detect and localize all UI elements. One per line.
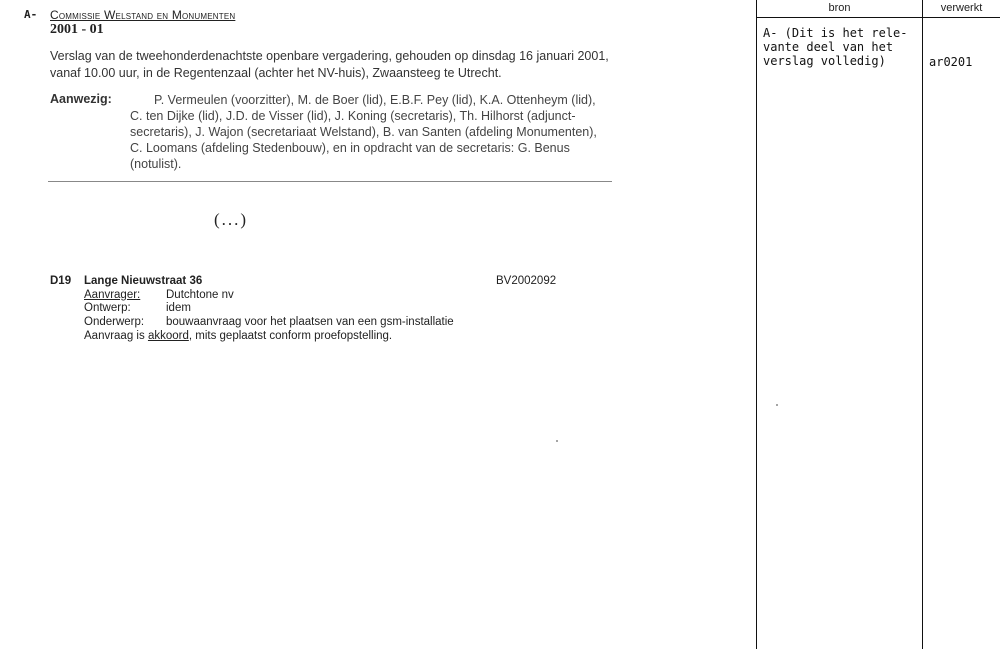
design-value: idem [166, 302, 191, 314]
item-reference: BV2002092 [496, 275, 557, 287]
item-code: D19 [50, 275, 72, 287]
design-label: Ontwerp: [84, 302, 131, 314]
scan-speck [556, 440, 558, 442]
intro-paragraph: Verslag van de tweehonderdenachtste openbare vergadering, gehouden op dinsdag 16 januari 2001, vanaf 10.00 uur, in de Regentenzaal (achter het NV-huis), Zwaansteeg te Utrecht. [50, 49, 609, 80]
omission-ellipsis: (...) [214, 210, 249, 229]
applicant-label: Aanvrager: [84, 289, 141, 301]
bron-note-line-2: vante deel van het [763, 40, 894, 54]
sidebar-speck [776, 404, 778, 406]
applicant-value: Dutchtone nv [166, 289, 234, 301]
column-header-bron: bron [828, 2, 851, 14]
section-divider [48, 181, 612, 182]
column-header-verwerkt: verwerkt [940, 2, 983, 14]
meeting-number: 2001 - 01 [50, 22, 104, 37]
subject-label: Onderwerp: [84, 316, 145, 328]
sidebar-header-rule [756, 17, 1000, 18]
verwerkt-code: ar0201 [929, 55, 973, 69]
sidebar-column-divider [922, 0, 923, 649]
verdict-line [84, 330, 392, 342]
verdict-keyword: akkoord [147, 330, 189, 342]
bron-note-line-1: A- (Dit is het rele- [763, 26, 908, 40]
bron-note-line-3: verslag volledig) [763, 54, 886, 68]
present-label: Aanwezig: [50, 92, 112, 106]
verdict-prefix: Aanvraag is [84, 330, 148, 342]
verdict-suffix: , mits geplaatst conform proefopstelling. [188, 330, 393, 342]
subject-value: bouwaanvraag voor het plaatsen van een gsm-installatie [166, 316, 454, 328]
margin-mark: A- [24, 8, 38, 21]
present-list: P. Vermeulen (voorzitter), M. de Boer (lid), E.B.F. Pey (lid), K.A. Ottenheym (lid), C. ten Dijke (lid), J.D. de Visser (lid), J. Koning (secretaris), Th. Hilhorst (adjunct-secretaris), J. Wajon (secretariaat Welstand), B. van Santen (afdeling Monumenten), C. Loomans (afdeling Stedenbouw), en in opdracht van de secretaris: G. Benus (notulist). [130, 93, 597, 171]
committee-heading: Commissie Welstand en Monumenten [50, 8, 236, 22]
sidebar-left-border [756, 0, 757, 649]
item-title: Lange Nieuwstraat 36 [84, 275, 203, 287]
